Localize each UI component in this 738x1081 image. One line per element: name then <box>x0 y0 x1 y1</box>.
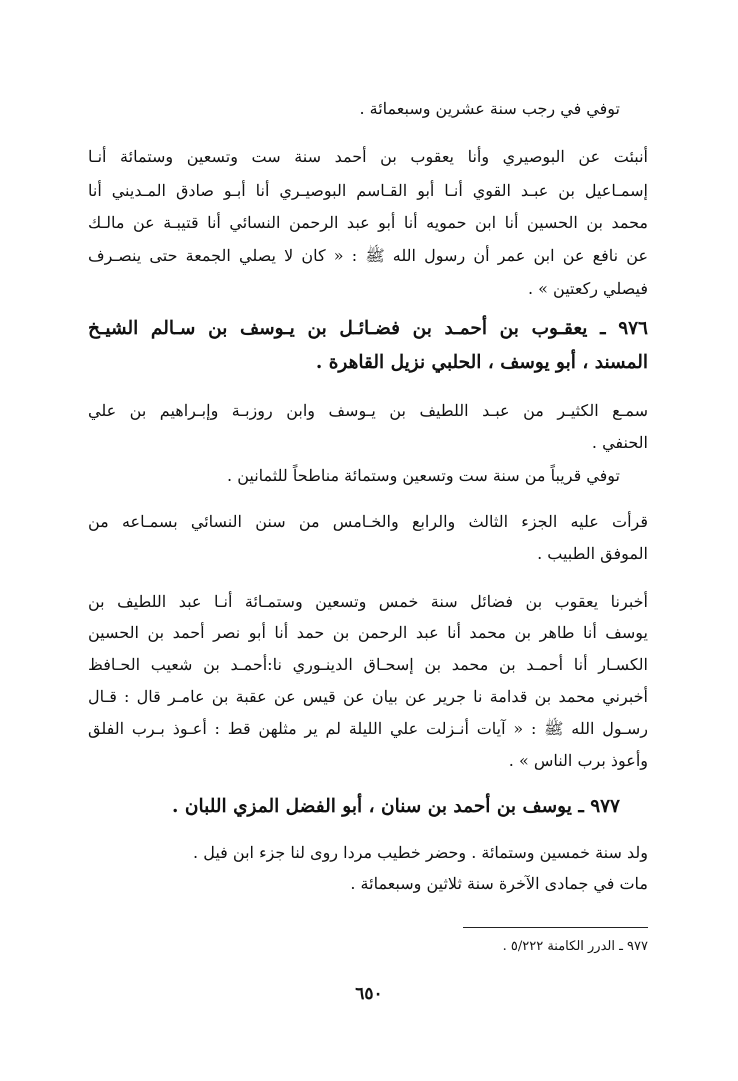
entry-976-line-3: توفي قريباً من سنة ست وتسعين وستمائة مناطحاً للثمانين . <box>227 466 620 485</box>
para2-line-1: أخبرنا يعقوب بن فضائل سنة خمس وتسعين وستمـائة أنـا عبد اللطيف بن <box>88 592 648 611</box>
para2-line-3: الكسـار أنا أحمـد بن محمد بن إسحـاق الدينـوري نا:أحمـد بن شعيب الحـافظ <box>88 655 649 674</box>
entry-977-heading: ٩٧٧ ـ يوسف بن أحمد بن سنان ، أبو الفضل المزي اللبان . <box>172 796 620 817</box>
page-number: ٦٥٠ <box>355 984 383 1004</box>
para2-line-4: أخبرني محمد بن قدامة نا جرير عن بيان عن قيس عن عقبة بن عامـر قال : قـال <box>88 687 648 706</box>
para1-line-1: أنبئت عن البوصيري وأنا يعقوب بن أحمد سنة ست وتسعين وستمائة أنـا <box>88 147 648 166</box>
footnote-divider <box>463 927 648 928</box>
para2-line-2: يوسف أنا طاهر بن محمد أنا عبد الرحمن بن حمد أنا أبو نصر أحمد بن الحسين <box>88 623 648 642</box>
entry-976-line-5: الموفق الطبيب . <box>537 544 648 563</box>
entry-977-line-2: مات في جمادى الآخرة سنة ثلاثين وسبعمائة . <box>350 874 648 893</box>
para1-line-4: عن نافع عن ابن عمر أن رسول الله ﷺ : « كان لا يصلي الجمعة حتى ينصـرف <box>88 246 648 265</box>
death-date-line: توفي في رجب سنة عشرين وسبعمائة . <box>359 99 620 118</box>
para1-line-2: إسمـاعيل بن عبـد القوي أنـا أبو القـاسم البوصيـري أنا أبـو صادق المـديني أنا <box>88 181 648 200</box>
entry-976-line-2: الحنفي . <box>591 433 648 452</box>
entry-976-line-1: سمـع الكثيـر من عبـد اللطيف بن يـوسف وابن روزبـة وإبـراهيم بن علي <box>88 401 648 420</box>
para2-line-6: وأعوذ برب الناس » . <box>508 751 648 770</box>
entry-976-line-4: قرأت عليه الجزء الثالث والرابع والخـامس من سنن النسائي بسمـاعه من <box>88 512 648 531</box>
entry-976-heading-2: المسند ، أبو يوسف ، الحلبي نزيل القاهرة . <box>315 352 648 373</box>
para1-line-3: محمد بن الحسين أنا ابن حمويه أنا أبو عبد الرحمن النسائي أنا قتيبـة عن مالـك <box>88 213 648 232</box>
footnote: ٩٧٧ ـ الدرر الكامنة ٥/٢٢٢ . <box>502 939 648 954</box>
para2-line-5: رسـول الله ﷺ : « آيات أنـزلت علي الليلة لم ير مثلهن قط : أعـوذ بـرب الفلق <box>88 719 648 738</box>
entry-977-line-1: ولد سنة خمسين وستمائة . وحضر خطيب مردا روى لنا جزء ابن فيل . <box>193 843 648 862</box>
entry-976-heading-1: ٩٧٦ ـ يعقـوب بن أحمـد بن فضـائـل بن يـوسف بن سـالم الشيـخ <box>88 318 648 339</box>
para1-line-5: فيصلي ركعتين » . <box>527 279 648 298</box>
